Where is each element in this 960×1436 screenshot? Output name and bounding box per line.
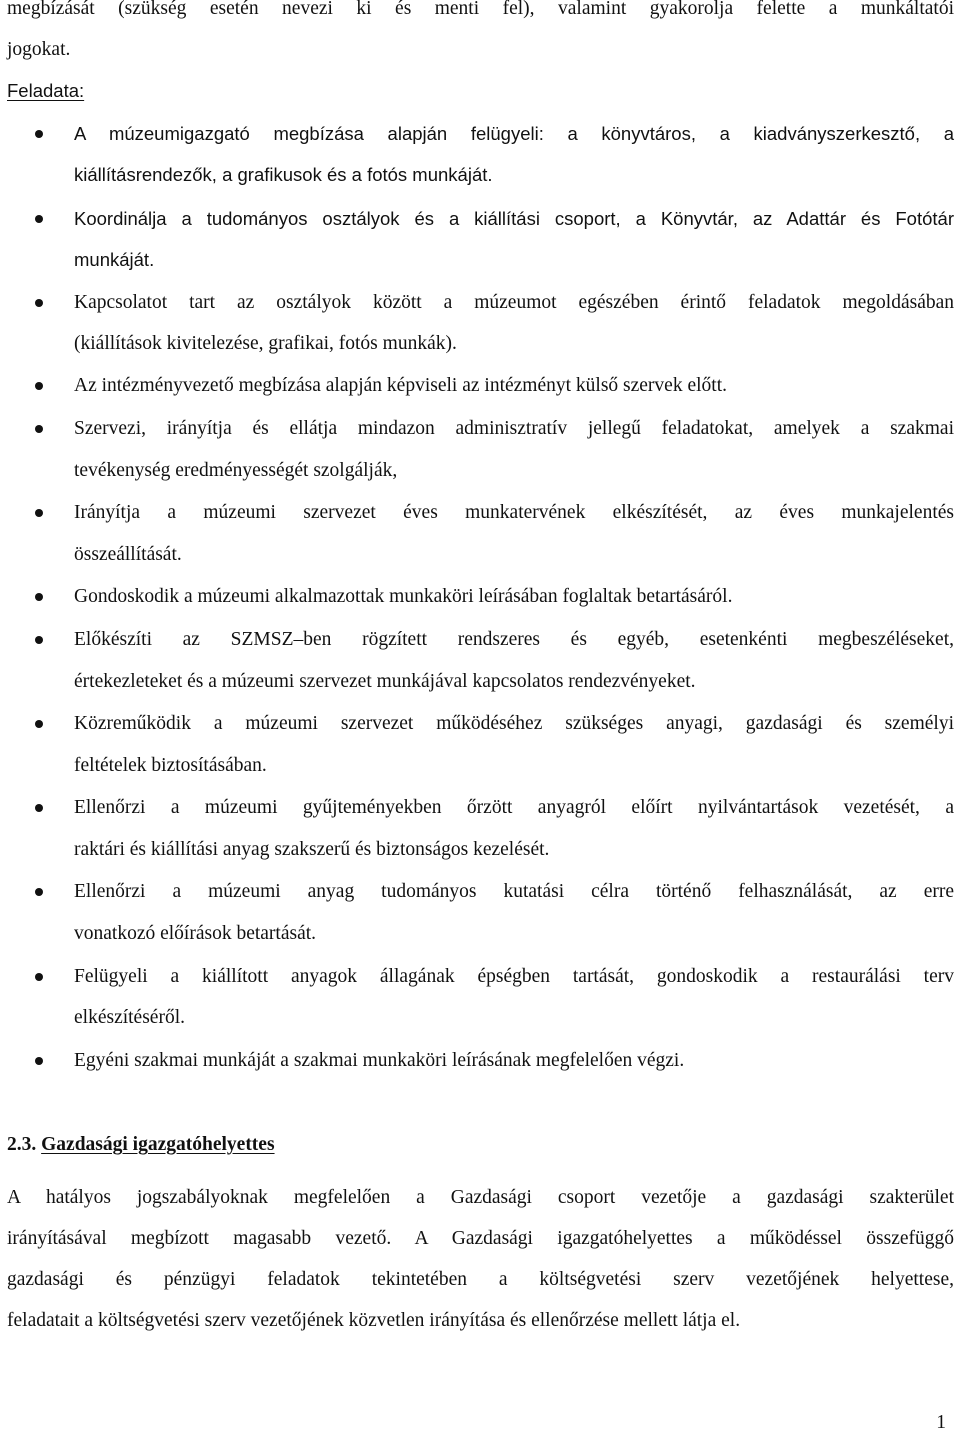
list-item-line: Koordinálja a tudományos osztályok és a kiállítási csoport, a Könyvtár, az Adattár és Fotótár (74, 208, 954, 229)
list-item-line: Egyéni szakmai munkáját a szakmai munkaköri leírásának megfelelően végzi. (74, 1050, 685, 1071)
bullet-icon (35, 804, 43, 812)
intro-line-1: megbízását (szükség esetén nevezi ki és menti fel), valamint gyakorolja felette a munkáltatói (7, 0, 954, 19)
bullet-icon (35, 130, 43, 138)
bullet-icon (35, 636, 43, 644)
intro-line-2: jogokat. (7, 39, 71, 60)
list-item-line: feltételek biztosításában. (74, 755, 267, 776)
bullet-icon (35, 1057, 43, 1065)
list-item-line: A múzeumigazgató megbízása alapján felügyeli: a könyvtáros, a kiadványszerkesztő, a (74, 123, 954, 144)
bullet-icon (35, 509, 43, 517)
bullet-icon (35, 888, 43, 896)
list-item-line: tevékenység eredményességét szolgálják, (74, 460, 398, 481)
paragraph-line: irányításával megbízott magasabb vezető. A Gazdasági igazgatóhelyettes a működéssel összefüggő (7, 1228, 954, 1249)
list-item-line: (kiállítások kivitelezése, grafikai, fotós munkák). (74, 333, 457, 354)
bullet-icon (35, 593, 43, 601)
bullet-icon (35, 720, 43, 728)
list-item-line: értekezleteket és a múzeumi szervezet munkájával kapcsolatos rendezvényeket. (74, 671, 696, 692)
list-item-line: Az intézményvezető megbízása alapján képviseli az intézményt külső szervek előtt. (74, 375, 727, 396)
bullet-icon (35, 382, 43, 390)
list-item-line: Közreműködik a múzeumi szervezet működéséhez szükséges anyagi, gazdasági és személyi (74, 713, 954, 734)
paragraph-line: gazdasági és pénzügyi feladatok tekintetében a költségvetési szerv vezetőjének helyettese, (7, 1269, 954, 1290)
list-item-line: Ellenőrzi a múzeumi anyag tudományos kutatási célra történő felhasználását, az erre (74, 881, 954, 902)
paragraph-line: feladatait a költségvetési szerv vezetőjének közvetlen irányítása és ellenőrzése mellett látja el. (7, 1310, 741, 1331)
list-item-line: elkészítéséről. (74, 1007, 185, 1028)
list-item-line: Szervezi, irányítja és ellátja mindazon adminisztratív jellegű feladatokat, amelyek a szakmai (74, 418, 954, 439)
list-item-line: Kapcsolatot tart az osztályok között a múzeumot egészében érintő feladatok megoldásában (74, 292, 954, 313)
list-item-line: Gondoskodik a múzeumi alkalmazottak munkaköri leírásában foglaltak betartásáról. (74, 586, 733, 607)
list-item-line: Ellenőrzi a múzeumi gyűjteményekben őrzött anyagról előírt nyilvántartások vezetését, a (74, 797, 954, 818)
section-heading (7, 1133, 275, 1157)
section-title: Gazdasági igazgatóhelyettes (41, 1134, 275, 1155)
list-item-line: Irányítja a múzeumi szervezet éves munkatervének elkészítését, az éves munkajelentés (74, 502, 954, 523)
list-item-line: Felügyeli a kiállított anyagok állagának épségben tartását, gondoskodik a restaurálási terv (74, 966, 954, 987)
list-item-line: vonatkozó előírások betartását. (74, 923, 317, 944)
list-item-line: Előkészíti az SZMSZ–ben rögzített rendszeres és egyéb, esetenkénti megbeszéléseket, (74, 629, 954, 650)
list-item-line: raktári és kiállítási anyag szakszerű és biztonságos kezelését. (74, 839, 550, 860)
tasks-heading: Feladata: (7, 80, 85, 101)
bullet-icon (35, 425, 43, 433)
bullet-icon (35, 215, 43, 223)
list-item-line: összeállítását. (74, 544, 182, 565)
section-number: 2.3. (7, 1134, 37, 1155)
bullet-icon (35, 973, 43, 981)
paragraph-line: A hatályos jogszabályoknak megfelelően a Gazdasági csoport vezetője a gazdasági szakterület (7, 1187, 954, 1208)
list-item-line: kiállításrendezők, a grafikusok és a fotós munkáját. (74, 164, 493, 185)
bullet-icon (35, 299, 43, 307)
list-item-line: munkáját. (74, 249, 155, 270)
page-number: 1 (936, 1412, 946, 1433)
